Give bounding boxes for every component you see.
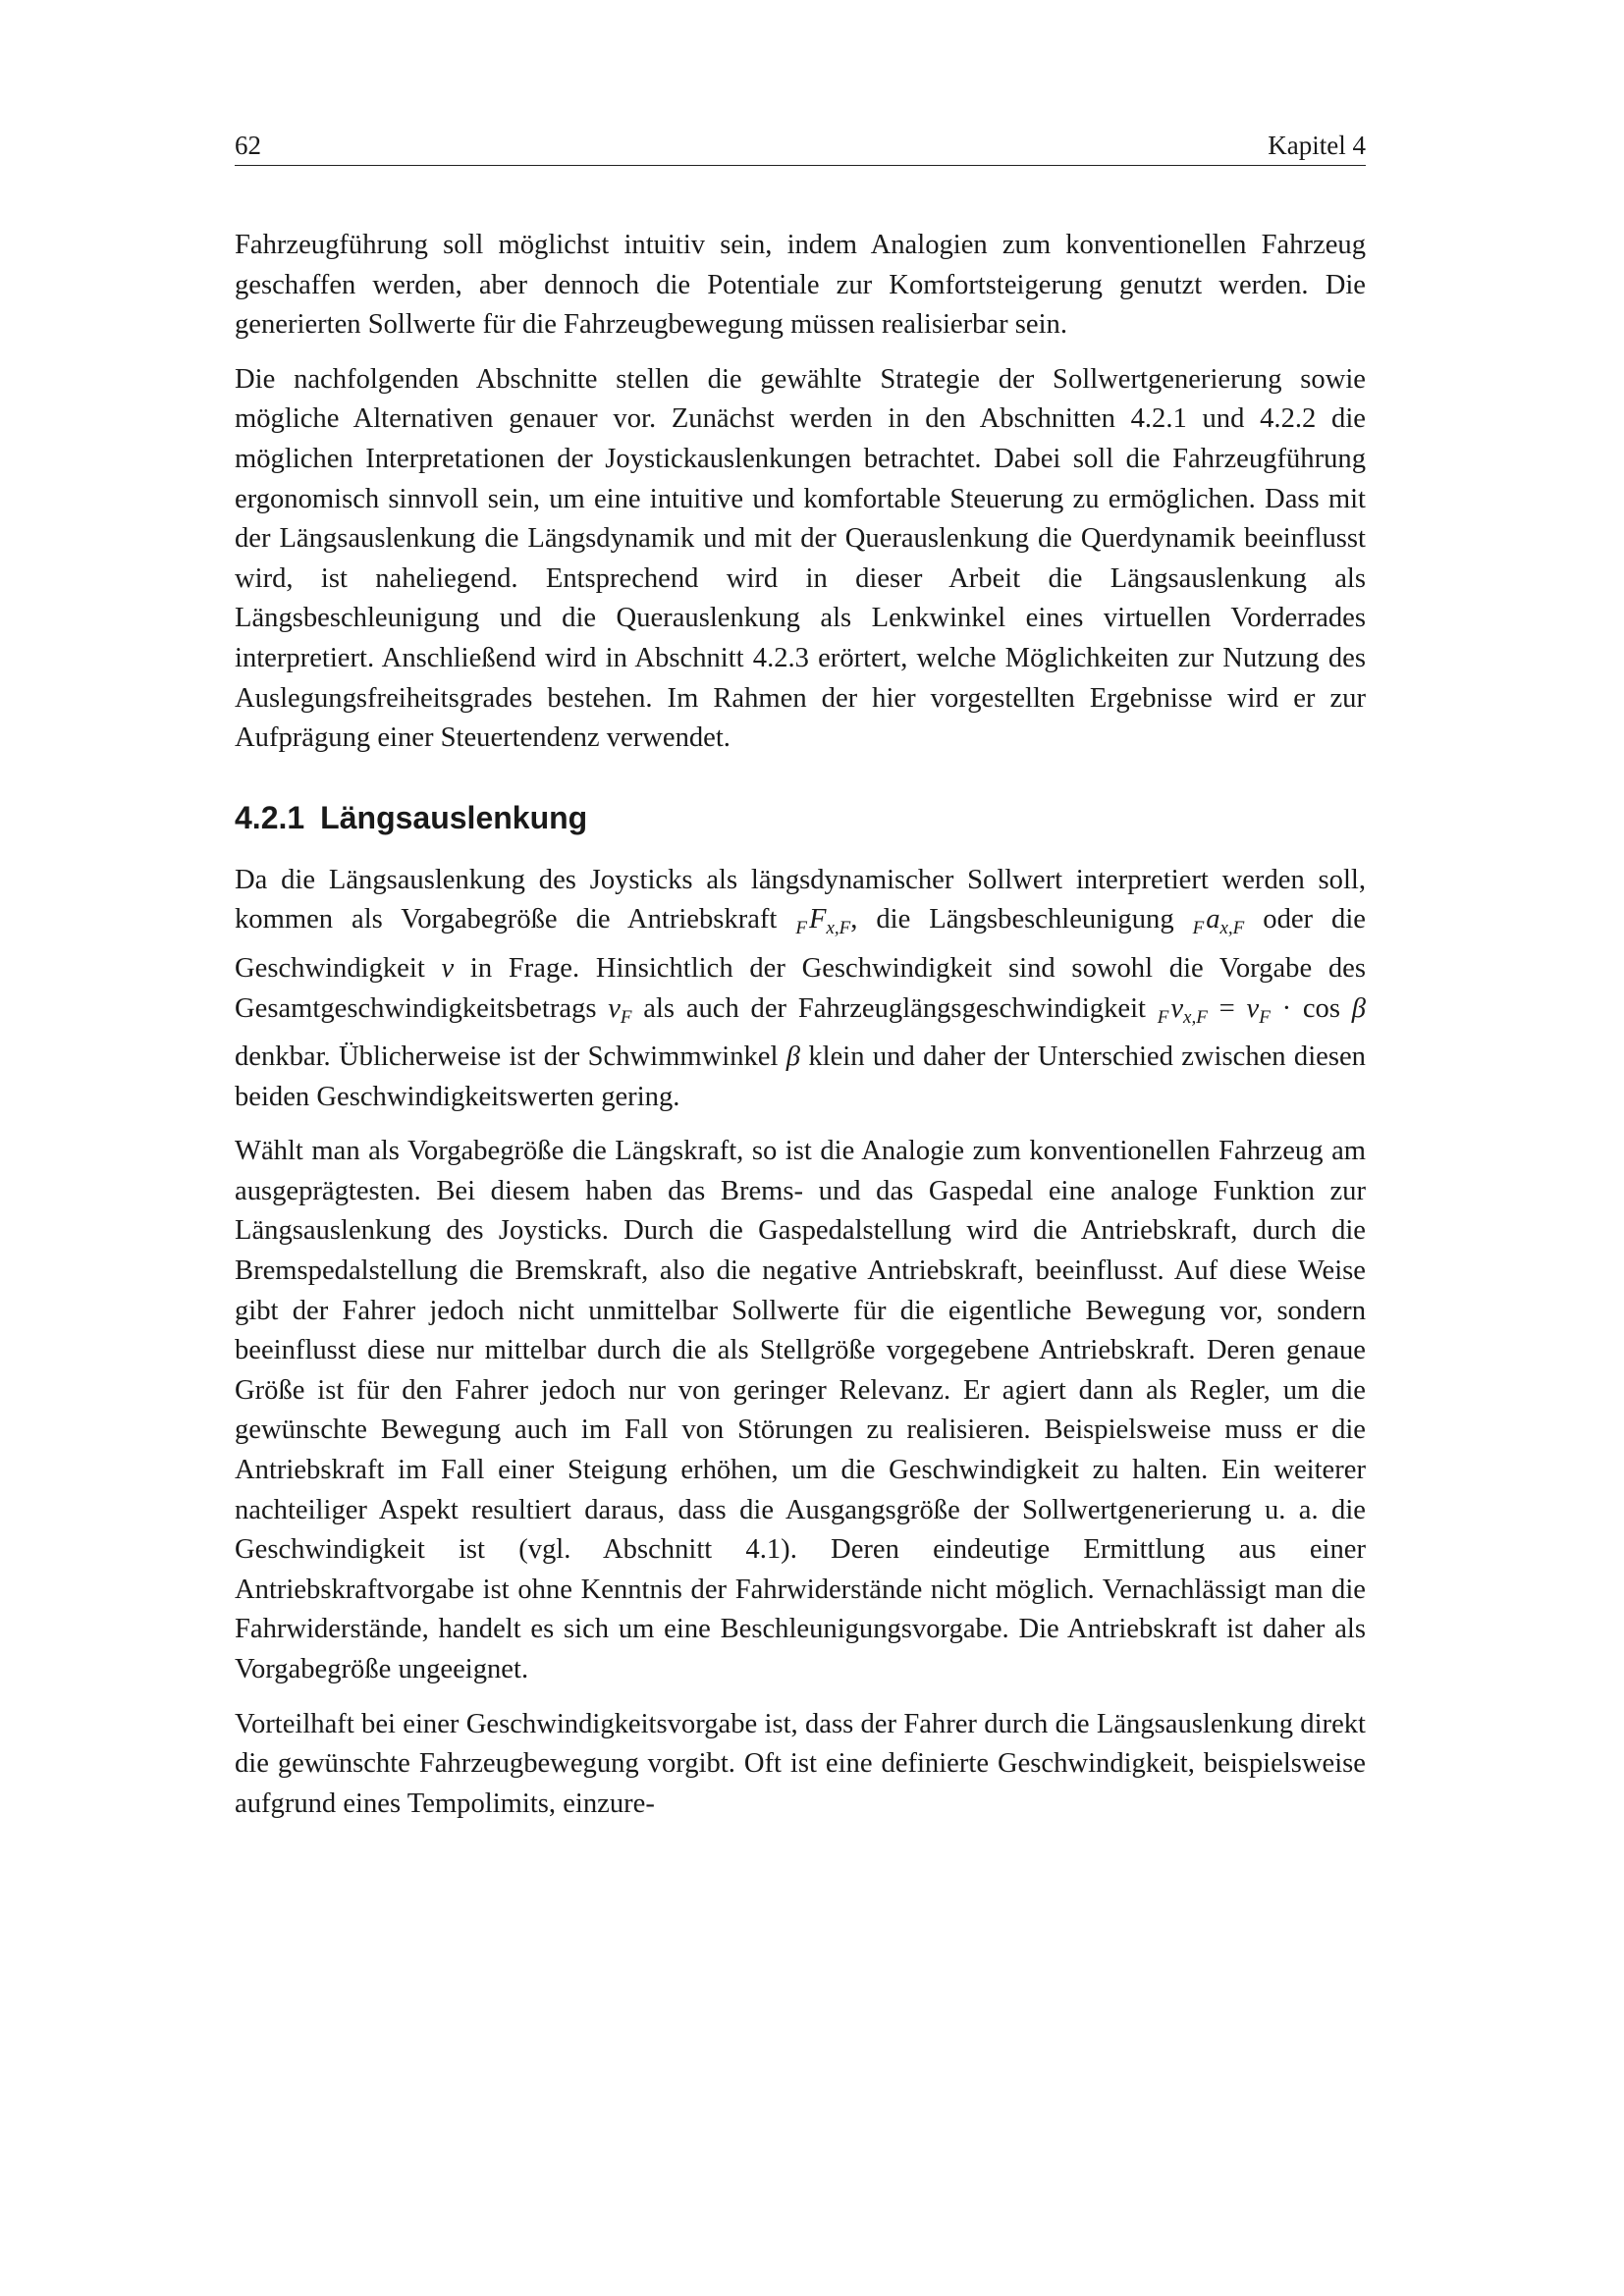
section-number: 4.2.1	[235, 799, 305, 835]
p3-text-5: als auch der Fahrzeuglängsgeschwindigkeit	[631, 992, 1158, 1024]
section-title: Längsauslenkung	[320, 799, 588, 835]
math-drive-force: $_FF_{x,F}$	[795, 904, 851, 939]
math-velocity: v	[441, 952, 455, 984]
paragraph-2: Die nachfolgenden Abschnitte stellen die gewählte Strategie der Sollwertgenerierung sowie mögliche Alternativen genauer vor. Zunächst werden in den Abschnitten 4.2.1 und 4.2.2 die möglichen Interpretationen der Joystickauslenkungen betrachtet. Dabei soll die Fahrzeugführung ergonomisch sinnvoll sein, um eine intuitive und komfortable Steuerung zu ermöglichen. Dass mit der Längsauslenkung die Längsdynamik und mit der Querauslenkung die Querdynamik beeinflusst wird, ist naheliegend. Entsprechend wird in dieser Arbeit die Längsauslenkung als Längsbeschleunigung und die Querauslenkung als Lenkwinkel eines virtuellen Vorderrades interpretiert. Anschließend wird in Abschnitt 4.2.3 erörtert, welche Möglichkeiten zur Nutzung des Auslegungsfreiheitsgrades bestehen. Im Rahmen der hier vorgestellten Ergebnisse wird er zur Aufprägung einer Steuertendenz verwendet.	[235, 363, 1366, 754]
running-header	[235, 126, 1366, 166]
p3-text-1: Da die Längsauslenkung des Joysticks als längsdynamischer Sollwert interpretiert werden soll, kommen als Vorgabegröße die Antriebskraft	[235, 864, 1366, 935]
paragraph-3	[235, 861, 1366, 1118]
paragraph-1: Fahrzeugführung soll möglichst intuitiv sein, indem Analogien zum konventionellen Fahrzeug geschaffen werden, aber dennoch die Potentiale zur Komfortsteigerung genutzt werden. Die generierten Sollwerte für die Fahrzeugbewegung müssen realisierbar sein.	[235, 230, 1366, 341]
page-number: 62	[235, 131, 261, 160]
section-heading	[235, 798, 1366, 837]
math-long-velocity-eq: $_Fv_{x,F} = v_F \cdot \cos \beta$	[1157, 992, 1366, 1028]
p3-text-4: in Frage. Hinsichtlich der Geschwindigkeit sind sowohl die Vorgabe des Gesamtgeschwindigkeitsbetrags	[235, 952, 1366, 1024]
math-total-velocity: $v_F$	[608, 992, 632, 1028]
p3-text-3: oder die Geschwindigkeit	[235, 904, 1366, 984]
p3-text-6: denkbar. Üblicherweise ist der Schwimmwinkel	[235, 1041, 786, 1073]
math-long-accel: $_Fa_{x,F}$	[1192, 904, 1245, 939]
p3-text-7: klein und daher der Unterschied zwischen diesen beiden Geschwindigkeitswerten gering.	[235, 1041, 1366, 1112]
body-text	[235, 226, 1366, 1824]
paragraph-4: Wählt man als Vorgabegröße die Längskraft, so ist die Analogie zum konventionellen Fahrzeug am ausgeprägtesten. Bei diesem haben das Brems- und das Gaspedal eine analoge Funktion zur Längsauslenkung des Joysticks. Durch die Gaspedalstellung wird die Antriebskraft, durch die Bremspedalstellung die Bremskraft, also die negative Antriebskraft, beeinflusst. Auf diese Weise gibt der Fahrer jedoch nicht unmittelbar Sollwerte für die eigentliche Bewegung vor, sondern beeinflusst diese nur mittelbar durch die als Stellgröße vorgegebene Antriebskraft. Deren genaue Größe ist für den Fahrer jedoch nur von geringer Relevanz. Er agiert dann als Regler, um die gewünschte Bewegung auch im Fall von Störungen zu realisieren. Beispielsweise muss er die Antriebskraft im Fall einer Steigung erhöhen, um die Geschwindigkeit zu halten. Ein weiterer nachteiliger Aspekt resultiert daraus, dass die Ausgangsgröße der Sollwertgenerierung u. a. die Geschwindigkeit ist (vgl. Abschnitt 4.1). Deren eindeutige Ermittlung aus einer Antriebskraftvorgabe ist ohne Kenntnis der Fahrwiderstände nicht möglich. Vernachlässigt man die Fahrwiderstände, handelt es sich um eine Beschleunigungsvorgabe. Die Antriebskraft ist daher als Vorgabegröße ungeeignet.	[235, 1136, 1366, 1684]
p3-text-2: , die Längsbeschleunigung	[850, 904, 1193, 935]
paragraph-5: Vorteilhaft bei einer Geschwindigkeitsvorgabe ist, dass der Fahrer durch die Längsauslenkung direkt die gewünschte Fahrzeugbewegung vorgibt. Oft ist eine definierte Geschwindigkeit, beispielsweise aufgrund eines Tempolimits, einzure-	[235, 1708, 1366, 1819]
chapter-title: Kapitel 4	[1268, 131, 1366, 160]
math-beta: β	[785, 1041, 801, 1073]
